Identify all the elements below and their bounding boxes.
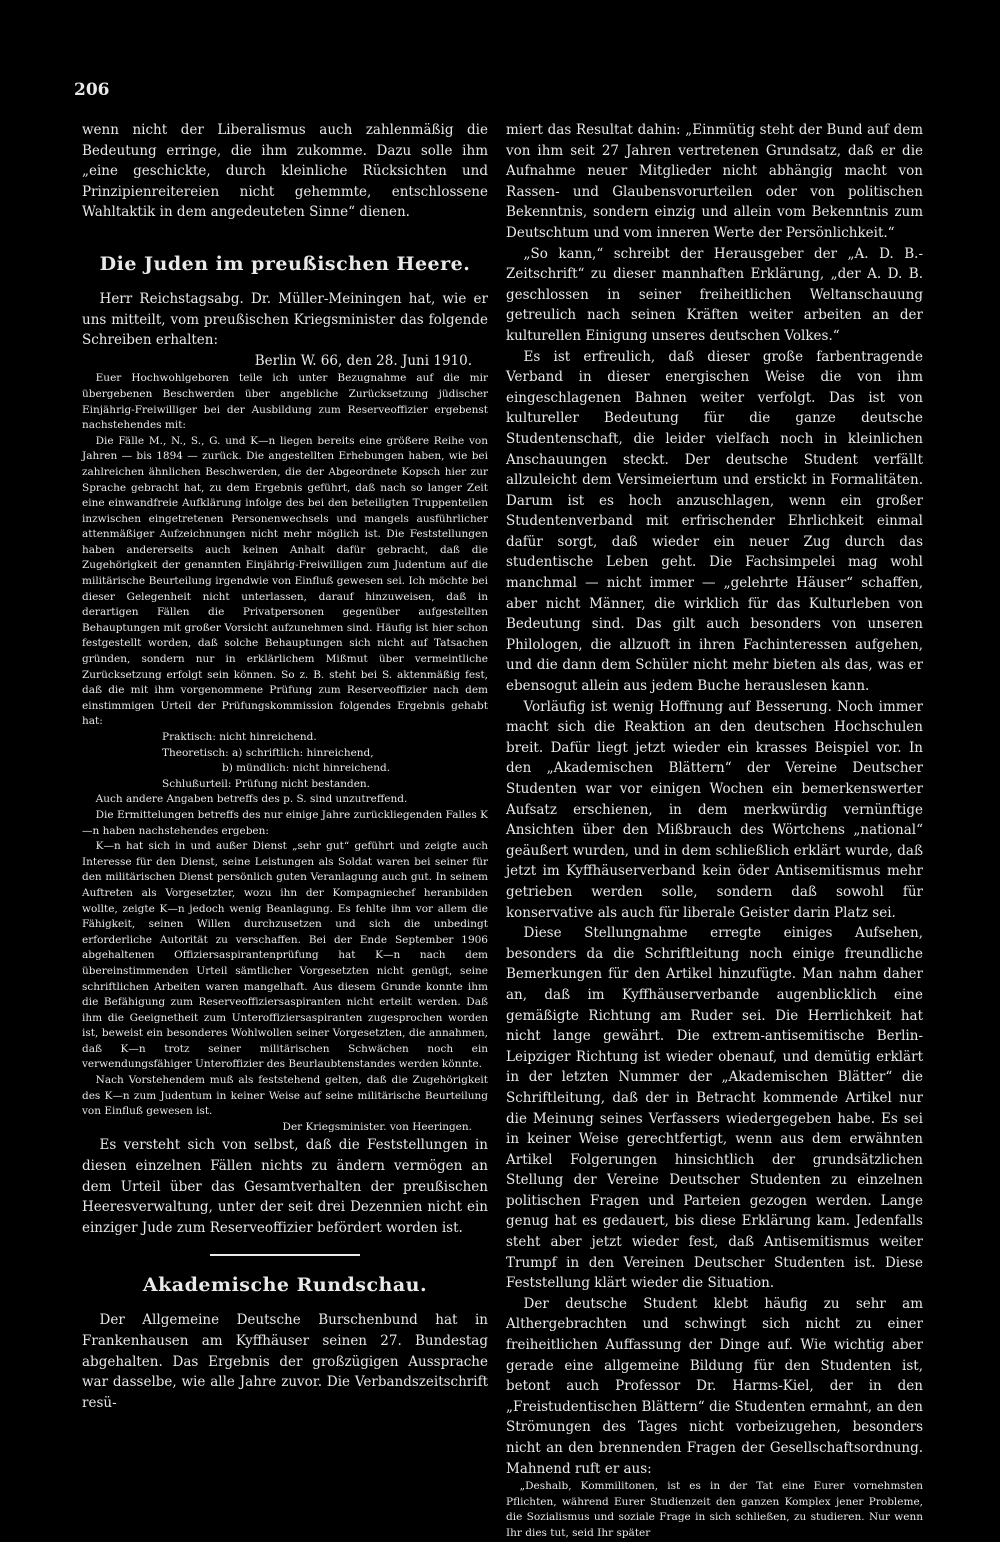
article-heading-jews-army: Die Juden im preußischen Heere. bbox=[99, 252, 471, 275]
page-number: 206 bbox=[74, 80, 110, 100]
article-paragraph: Der deutsche Student klebt häufig zu sehr am Althergebrachten und schwingt sich nicht zu einer freiheitlichen Auffassung der Dinge auf. Wie wichtig aber gerade eine allgemeine Bildung für den Studenten ist, betont auch Professor Dr. Harms-Kiel, der in den „Freistudentischen Blättern“ die Studenten ermahnt, an den Strömungen des Tages nicht vorbeizugehen, besonders nicht an den brennenden Fragen der Gesellschaftsordnung. Mahnend ruft er aus: bbox=[506, 1295, 923, 1477]
article-closing-paragraph: Es versteht sich von selbst, daß die Feststellungen in diesen einzelnen Fällen nichts zu ändern vermögen an dem Urteil über das Gesamtverhalten der preußischen Heeresverwaltung, unter der seit drei Dezennien nicht ein einziger Jude zum Reserveoffizier befördert worden ist. bbox=[82, 1137, 488, 1236]
quote-paragraph: „Deshalb, Kommilitonen, ist es in der Tat eine Eurer vornehmsten Pflichten, während Eurer Studienzeit den ganzen Komplex jener Probleme, die Sozialismus und soziale Frage in sich schließen, zu studieren. Nur wenn Ihr dies tut, seid Ihr später bbox=[506, 1480, 923, 1539]
exam-result-line: b) mündlich: nicht hinreichend. bbox=[222, 762, 391, 775]
article-paragraph: Der Allgemeine Deutsche Burschenbund hat in Frankenhausen am Kyffhäuser seinen 27. Bundestag abgehalten. Das Ergebnis der großzügigen Aussprache war dasselbe, wie alle Jahre zuvor. Die Verbandszeitschrift resü- bbox=[82, 1312, 488, 1411]
section-divider bbox=[210, 1254, 360, 1256]
letter-dateline: Berlin W. 66, den 28. Juni 1910. bbox=[254, 352, 472, 369]
letter-paragraph: Auch andere Angaben betreffs des p. S. sind unzutreffend. bbox=[95, 793, 408, 806]
article-intro-paragraph: Herr Reichstagsabg. Dr. Müller-Meiningen hat, wie er uns mitteilt, vom preußischen Kriegsminister das folgende Schreiben erhalten: bbox=[82, 290, 488, 349]
letter-paragraph: Die Ermittelungen betreffs des nur einige Jahre zurückliegenden Falles K—n haben nachstehendes ergeben: bbox=[82, 808, 488, 837]
letter-paragraph: K—n hat sich in und außer Dienst „sehr gut“ geführt und zeigte auch Interesse für den Dienst, seine Leistungen als Soldat waren bei seiner für den militärischen Dienst persönlich guten Veranlagung auch gut. In seinem Auftreten als Vorgesetzter, wozu ihn der Kompagniechef heranbilden wollte, zeigte K—n jedoch wenig Beanlagung. Es fehlte ihm vor allem die Fähigkeit, seinen Willen durchzusetzen und sich die unbedingt erforderliche Autorität zu verschaffen. Bei der Ende September 1906 abgehaltenen Offiziersaspirantenprüfung hat K—n nach dem übereinstimmenden Urteil sämtlicher Vorgesetzten nicht genügt, seine schriftlichen Arbeiten waren mangelhaft. Aus diesem Grunde konnte ihm die Befähigung zum Reserveoffiziersaspiranten nicht erteilt werden. Daß ihm die Geeignetheit zum Unteroffiziersaspiranten zugesprochen worden ist, beweist ein besonderes Wohlwollen seiner Vorgesetzten, die annahmen, daß K—n trotz seiner militärischen Schwächen noch ein verwendungsfähiger Unteroffizier des Beurlaubtenstandes werden könnte. bbox=[82, 840, 488, 1071]
exam-result-line: Praktisch: nicht hinreichend. bbox=[162, 731, 317, 743]
article-paragraph: miert das Resultat dahin: „Einmütig steht der Bund auf dem von ihm seit 27 Jahren vertretenen Grundsatz, daß er die Aufnahme neuer Mitglieder nicht abhängig macht von Rassen- und Glaubensvorurteilen oder von politischen Bekenntnis, sondern einzig und allein vom Bekenntnis zum Deutschtum und vom inneren Werte der Persönlichkeit.“ bbox=[506, 122, 923, 241]
letter-paragraph: Nach Vorstehendem muß als feststehend gelten, daß die Zugehörigkeit des K—n zum Judentum in keiner Weise auf seine militärische Beurteilung von Einfluß gewesen ist. bbox=[82, 1074, 488, 1118]
article-heading-academic-review: Akademische Rundschau. bbox=[142, 1274, 428, 1297]
exam-result-line: Schlußurteil: Prüfung nicht bestanden. bbox=[162, 777, 371, 790]
left-column bbox=[82, 120, 488, 1413]
article-paragraph: Vorläufig ist wenig Hoffnung auf Besserung. Noch immer macht sich die Reaktion an den deutschen Hochschulen breit. Dafür liegt jetzt wieder ein krasses Beispiel vor. In den „Akademischen Blättern“ der Vereine Deutscher Studenten war vor einigen Wochen ein bemerkenswerter Aufsatz erschienen, in dem merkwürdig vernünftige Ansichten über den Mißbrauch des Wörtchens „national“ geäußert wurden, und in dem schließlich erklärt wurde, daß jetzt im Kyffhäuserverband kein öder Antisemitismus mehr getrieben werden solle, sondern daß sowohl für konservative als auch für liberale Geister darin Platz sei. bbox=[506, 698, 923, 921]
letter-paragraph: Die Fälle M., N., S., G. und K—n liegen bereits eine größere Reihe von Jahren — bis 1894 — zurück. Die angestellten Erhebungen haben, wie bei zahlreichen ähnlichen Beschwerden, die der Abgeordnete Kopsch hier zur Sprache gebracht hat, zu dem Ergebnis geführt, daß nach so langer Zeit eine einwandfreie Aufklärung infolge des bei den beteiligten Truppenteilen inzwischen eingetretenen Personenwechsels und mangels ausführlicher attenmäßiger Aufzeichnungen nicht mehr möglich ist. Die Feststellungen haben andererseits auch keinen Anhalt dafür gebracht, daß die Zugehörigkeit der genannten Einjährig-Freiwilligen zum Judentum auf die militärische Beurteilung irgendwie von Einfluß gewesen sei. Ich möchte bei dieser Gelegenheit nicht unterlassen, darauf hinzuweisen, daß in derartigen Fällen die Privatpersonen gegenüber aufgestellten Behauptungen mit großer Vorsicht aufzunehmen sind. Häufig ist hier schon festgestellt worden, daß solche Behauptungen sich nicht auf Tatsachen gründen, sondern nur in erklärlichem Mißmut über vermeintliche Zurücksetzung erfolgt sein können. So z. B. steht bei S. aktenmäßig fest, daß die mit ihm vorgenommene Prüfung zum Reserveoffizier nach dem einstimmigen Urteil der Prüfungskommission folgendes Ergebnis gehabt hat: bbox=[82, 434, 488, 728]
letter-paragraph: Euer Hochwohlgeboren teile ich unter Bezugnahme auf die mir übergebenen Beschwerden über angebliche Zurücksetzung jüdischer Einjährig-Freiwilliger bei der Ausbildung zum Reserveoffizier ergebenst nachstehendes mit: bbox=[82, 372, 488, 432]
right-column bbox=[506, 120, 923, 1542]
article-paragraph: Diese Stellungnahme erregte einiges Aufsehen, besonders da die Schriftleitung noch einige freundliche Bemerkungen für den Artikel hinzufügte. Man nahm daher an, daß im Kyffhäuserverbande augenblicklich eine gemäßigte Richtung am Ruder sei. Die Herrlichkeit hat nicht lange gewährt. Die extrem-antisemitische Berlin-Leipziger Richtung ist wieder obenauf, und demütig erklärt in der letzten Nummer der „Akademischen Blätter“ die Schriftleitung, daß der in Betracht kommende Artikel nur die Meinung seines Verfassers wiedergegeben habe. Es sei in keiner Weise gerechtfertigt, wenn aus dem erwähnten Artikel Folgerungen hinsichtlich der grundsätzlichen Stellung der Vereine Deutscher Studenten zu einzelnen politischen Fragen und Parteien gezogen werden. Lange genug hat es gedauert, bis diese Erklärung kam. Jedenfalls steht aber jetzt wieder fest, daß Antisemitismus weiter Trumpf in den Vereinen Deutscher Studenten ist. Diese Feststellung klärt wieder die Situation. bbox=[506, 925, 923, 1292]
article-paragraph: Es ist erfreulich, daß dieser große farbentragende Verband in dieser energischen Weise die von ihm eingeschlagenen Bahnen weiter verfolgt. Das ist von kultureller Bedeutung für die ganze deutsche Studentenschaft, die leider vielfach noch in kleinlichen Anschauungen steckt. Der deutsche Student verfällt allzuleicht dem Versimeiertum und erstickt in Formalitäten. Darum ist es hoch anzuschlagen, wenn ein großer Studentenverband mit erfrischender Ehrlichkeit einmal dafür sorgt, daß wieder ein neuer Zug durch das studentische Leben geht. Die Fachsimpelei mag wohl manchmal — nicht immer — „gelehrte Häuser“ schaffen, aber nicht Männer, die wirklich für das Kulturleben von Bedeutung sind. Das gilt auch besonders von unseren Philologen, die allzuoft in ihren Fachinteressen aufgehen, und die dann dem Schüler nicht mehr bieten als das, was er ebensogut allein aus jedem Buche herauslesen kann. bbox=[506, 348, 923, 695]
intro-paragraph: wenn nicht der Liberalismus auch zahlenmäßig die Bedeutung erringe, die ihm zukomme. Dazu solle ihm „eine geschickte, durch kleinliche Rücksichten und Prinzipienreitereien nicht gehemmte, entschlossene Wahltaktik in dem angedeuteten Sinne“ dienen. bbox=[82, 122, 488, 221]
letter-signature: Der Kriegsminister. von Heeringen. bbox=[282, 1120, 472, 1133]
exam-result-line: Theoretisch: a) schriftlich: hinreichend, bbox=[162, 746, 374, 759]
article-paragraph: „So kann,“ schreibt der Herausgeber der „A. D. B.-Zeitschrift“ zu dieser mannhaften Erklärung, „der A. D. B. geschlossen in seiner freiheitlichen Weltanschauung getreulich nach seinen Kräften weiter arbeiten an der kulturellen Einigung unseres deutschen Volkes.“ bbox=[506, 245, 923, 344]
